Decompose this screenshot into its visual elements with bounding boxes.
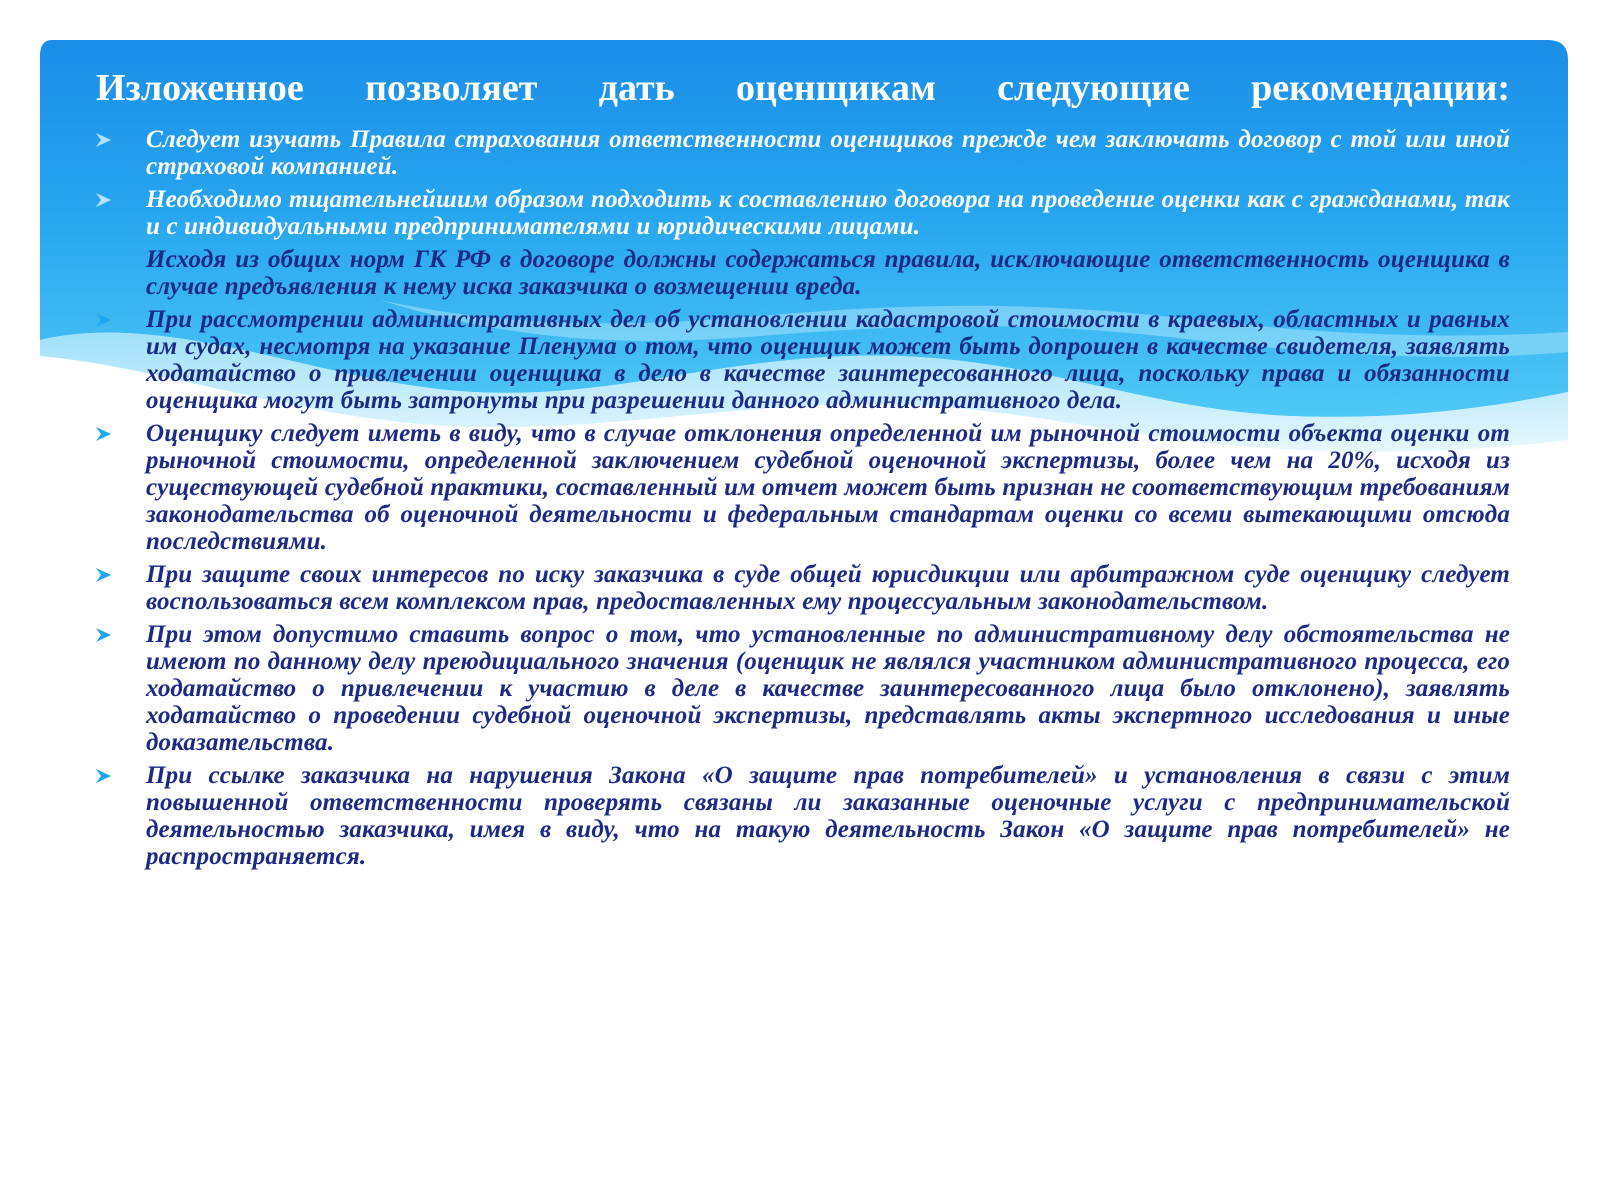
list-item-text: При рассмотрении административных дел об установлении кадастровой стоимости в краевых, областных и равных им судах, несмотря на указание Пленума о том, что оценщик может быть допрошен в качестве свидетеля, заявлять ходатайство о привлечении оценщика в дело в качестве заинтересованного лица, поскольку права и обязанности оценщика могут быть затронуты при разрешении данного административного дела.	[146, 306, 1510, 414]
list-item-text: При ссылке заказчика на нарушения Закона «О защите прав потребителей» и установления в связи с этим повышенной ответственности проверять связаны ли заказанные оценочные услуги с предпринимательской деятельностью заказчика, имея в виду, что на такую деятельность Закон «О защите прав потребителей» не распространяется.	[146, 762, 1510, 870]
list-item	[96, 621, 1510, 756]
list-item-text: Следует изучать Правила страхования ответственности оценщиков прежде чем заключать договор с той или иной страховой компанией.	[146, 126, 1510, 180]
list-item-text: Оценщику следует иметь в виду, что в случае отклонения определенной им рыночной стоимости объекта оценки от рыночной стоимости, определенной заключением судебной оценочной экспертизы, более чем на 20%, исходя из существующей судебной практики, составленный им отчет может быть признан не соответствующим требованиям законодательства об оценочной деятельности и федеральным стандартам оценки со всеми вытекающими отсюда последствиями.	[146, 420, 1510, 555]
list-item-text: При защите своих интересов по иску заказчика в суде общей юрисдикции или арбитражном суде оценщику следует воспользоваться всем комплексом прав, предоставленных ему процессуальным законодательством.	[146, 561, 1510, 615]
list-item	[96, 246, 1510, 300]
arrow-bullet-icon	[96, 568, 111, 582]
list-item	[96, 561, 1510, 615]
arrow-bullet-icon	[96, 313, 111, 327]
list-item-text: При этом допустимо ставить вопрос о том, что установленные по административному делу обстоятельства не имеют по данному делу преюдициального значения (оценщик не являлся участником административного процесса, его ходатайство о привлечении к участию в деле в качестве заинтересованного лица было отклонено), заявлять ходатайство о проведении судебной оценочной экспертизы, представлять акты экспертного исследования и иные доказательства.	[146, 621, 1510, 756]
arrow-bullet-icon	[96, 769, 111, 783]
arrow-bullet-icon	[96, 193, 111, 207]
list-item	[96, 420, 1510, 555]
list-item	[96, 126, 1510, 180]
slide-title: Изложенное позволяет дать оценщикам следующие рекомендации:	[96, 67, 1510, 109]
list-item	[96, 762, 1510, 870]
list-item-text: Исходя из общих норм ГК РФ в договоре должны содержаться правила, исключающие ответственность оценщика в случае предъявления к нему иска заказчика о возмещении вреда.	[146, 246, 1510, 300]
recommendations-list	[96, 126, 1510, 876]
list-item	[96, 186, 1510, 240]
arrow-bullet-icon	[96, 628, 111, 642]
list-item-text: Необходимо тщательнейшим образом подходить к составлению договора на проведение оценки как с гражданами, так и с индивидуальными предпринимателями и юридическими лицами.	[146, 186, 1510, 240]
arrow-bullet-icon	[96, 427, 111, 441]
list-item	[96, 306, 1510, 414]
arrow-bullet-icon	[96, 133, 111, 147]
